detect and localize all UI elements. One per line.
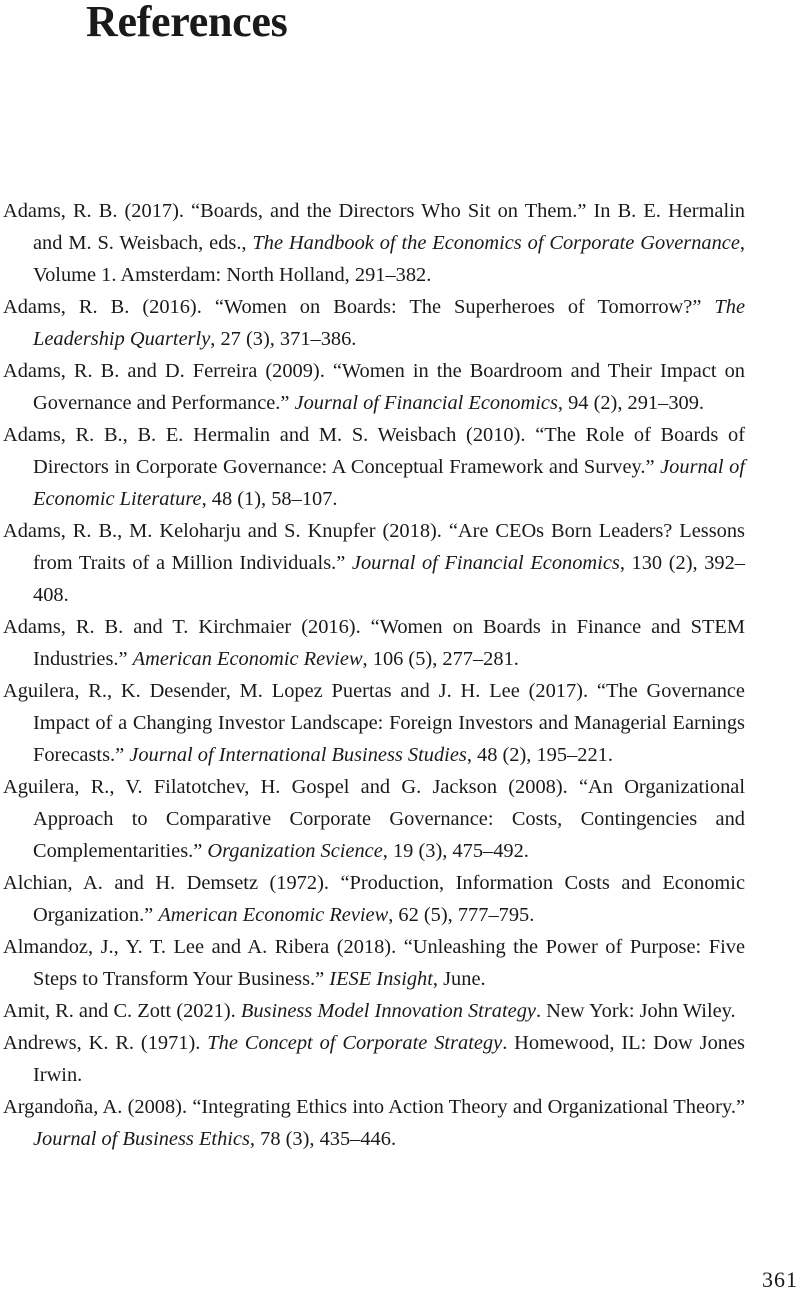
reference-entry — [3, 675, 745, 771]
reference-details: . New York: John Wiley. — [535, 1000, 736, 1022]
reference-entry — [3, 611, 745, 675]
reference-details: , 48 (1), 58–107. — [201, 488, 338, 510]
page-title: References — [86, 0, 288, 46]
reference-source-title: Journal of Financial Economics — [294, 392, 558, 414]
reference-entry — [3, 195, 745, 291]
reference-details: , 106 (5), 277–281. — [362, 648, 519, 670]
reference-source-title: Journal of International Business Studies — [129, 744, 467, 766]
reference-details: , 19 (3), 475–492. — [382, 840, 529, 862]
reference-text: Adams, R. B., B. E. Hermalin and M. S. Weisbach (2010). “The Role of Boards of Directors in Corporate Governance: A Conceptual Framework and Survey.” — [3, 424, 745, 478]
reference-text: Adams, R. B. and D. Ferreira (2009). “Women in the Boardroom and Their Impact on Governance and Performance.” — [3, 360, 745, 414]
reference-source-title: American Economic Review — [132, 648, 363, 670]
reference-source-title: Journal of Financial Economics — [351, 552, 620, 574]
reference-text: Aguilera, R., K. Desender, M. Lopez Puertas and J. H. Lee (2017). “The Governance Impact of a Changing Investor Landscape: Foreign Investors and Managerial Earnings Forecasts.” — [3, 680, 745, 766]
reference-source-title: The Handbook of the Economics of Corporate Governance — [252, 232, 740, 254]
reference-entry — [3, 355, 745, 419]
reference-details: , Volume 1. Amsterdam: North Holland, 291–382. — [33, 232, 745, 286]
reference-entry — [3, 291, 745, 355]
reference-text: Adams, R. B. (2017). “Boards, and the Directors Who Sit on Them.” In B. E. Hermalin and M. S. Weisbach, eds., — [3, 200, 745, 254]
reference-source-title: Business Model Innovation Strategy — [240, 1000, 536, 1022]
reference-list — [3, 195, 745, 1155]
reference-entry — [3, 771, 745, 867]
reference-text: Adams, R. B. (2016). “Women on Boards: The Superheroes of Tomorrow?” — [3, 296, 715, 318]
reference-entry — [3, 995, 745, 1027]
reference-text: Almandoz, J., Y. T. Lee and A. Ribera (2018). “Unleashing the Power of Purpose: Five Steps to Transform Your Business.” — [3, 936, 745, 990]
reference-entry — [3, 931, 745, 995]
reference-text: Amit, R. and C. Zott (2021). — [3, 1000, 241, 1022]
reference-entry — [3, 1027, 745, 1091]
reference-entry — [3, 867, 745, 931]
reference-source-title: American Economic Review — [158, 904, 389, 926]
reference-details: , 130 (2), 392–408. — [33, 552, 745, 606]
reference-details: , 78 (3), 435–446. — [249, 1128, 397, 1150]
reference-details: , 94 (2), 291–309. — [557, 392, 705, 414]
reference-source-title: The Leadership Quarterly — [33, 296, 745, 350]
reference-text: Argandoña, A. (2008). “Integrating Ethics into Action Theory and Organizational Theory.” — [3, 1096, 745, 1118]
reference-entry — [3, 1091, 745, 1155]
reference-source-title: Journal of Economic Literature — [33, 456, 746, 510]
reference-text: Adams, R. B. and T. Kirchmaier (2016). “Women on Boards in Finance and STEM Industries.” — [3, 616, 745, 670]
reference-text: Aguilera, R., V. Filatotchev, H. Gospel and G. Jackson (2008). “An Organizational Approach to Comparative Corporate Governance: Costs, Contingencies and Complementarities.” — [3, 776, 745, 862]
reference-source-title: IESE Insight — [329, 968, 433, 990]
reference-entry — [3, 515, 745, 611]
reference-entry — [3, 419, 745, 515]
reference-details: , 27 (3), 371–386. — [210, 328, 357, 350]
reference-source-title: Organization Science — [207, 840, 383, 862]
reference-details: . Homewood, IL: Dow Jones Irwin. — [33, 1032, 745, 1086]
reference-details: , June. — [432, 968, 486, 990]
reference-source-title: The Concept of Corporate Strategy — [207, 1032, 503, 1054]
reference-text: Alchian, A. and H. Demsetz (1972). “Production, Information Costs and Economic Organization.” — [3, 872, 745, 926]
reference-source-title: Journal of Business Ethics — [33, 1128, 250, 1150]
reference-text: Adams, R. B., M. Keloharju and S. Knupfer (2018). “Are CEOs Born Leaders? Lessons from Traits of a Million Individuals.” — [3, 520, 745, 574]
reference-details: , 62 (5), 777–795. — [388, 904, 535, 926]
reference-details: , 48 (2), 195–221. — [466, 744, 613, 766]
reference-text: Andrews, K. R. (1971). — [3, 1032, 208, 1054]
page-number: 361 — [762, 1267, 798, 1292]
